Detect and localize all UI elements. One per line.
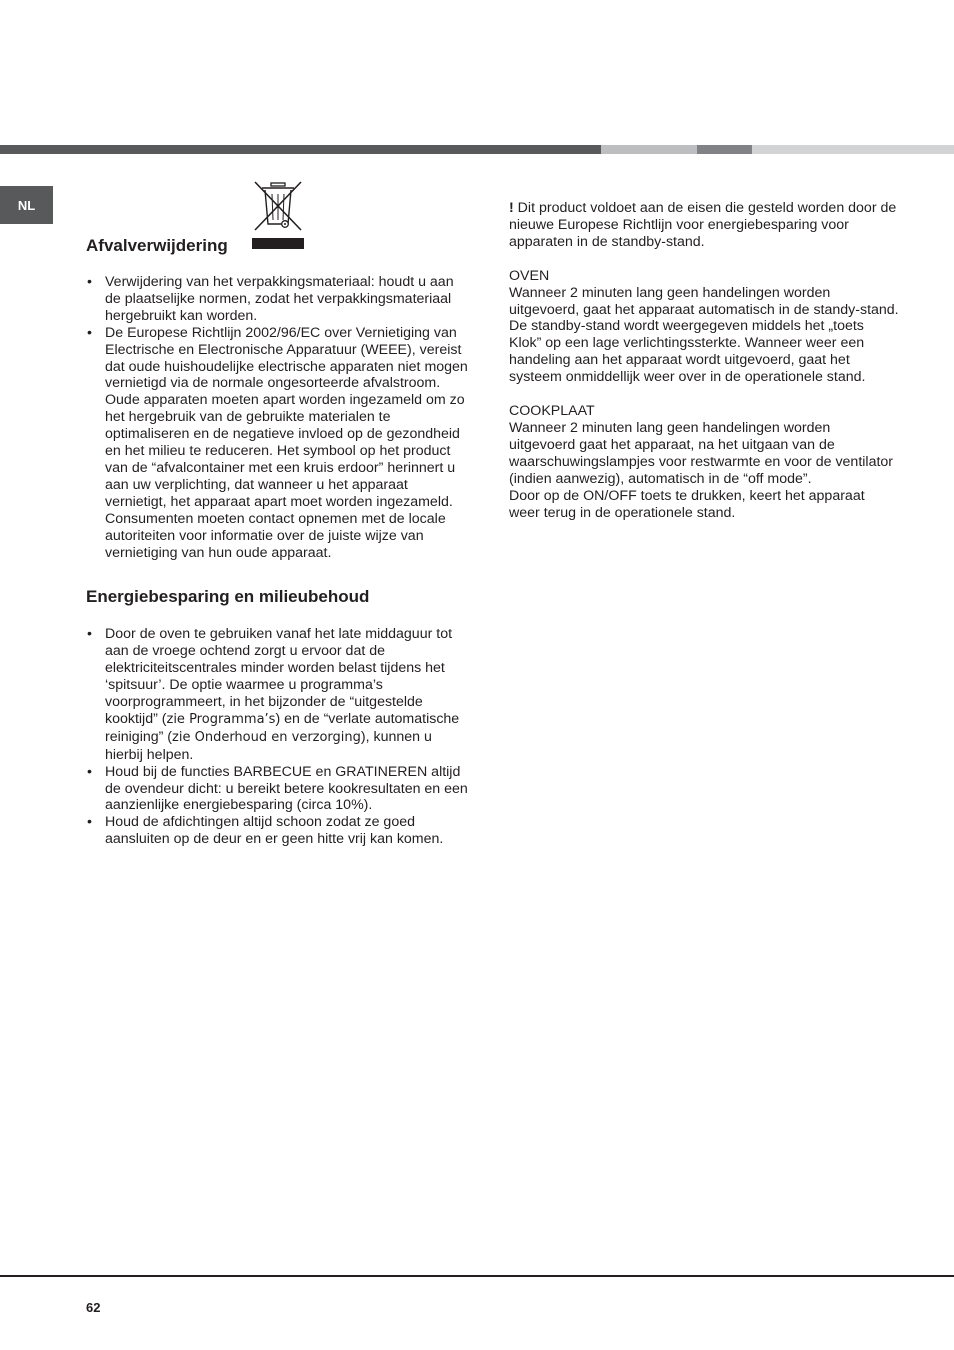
exclamation-mark-icon: !: [509, 200, 514, 216]
energy-tip-text: Door de oven te gebruiken vanaf het late middaguur tot aan de vroege ochtend zorgt u ervoor dat de elektriciteitscentrales minder worden belast tijdens het ‘spitsuur’. De optie waarmee u programma’s voorprogrammeert, in het bijzonder de “uitgestelde kooktijd” (: [105, 626, 453, 727]
disposal-consumer-note: Consumenten moeten contact opnemen met de locale autoriteiten voor informatie over de juiste wijze van vernietiging van hun oude apparaat.: [105, 510, 446, 561]
header-bar-segment-dark: [0, 145, 601, 154]
header-color-bar: [0, 145, 954, 154]
oven-standby-text: Wanneer 2 minuten lang geen handelingen worden uitgevoerd, gaat het apparaat automatisch in de standy-stand. De standby-stand wordt weergegeven middels het „toets Klok” op een lage verlichtingssterkte. Wanneer weer een handeling aan het apparaat wordt uitgevoerd, gaat het systeem onmiddellijk weer over in de operationele stand.: [509, 284, 899, 386]
list-item: • Houd bij de functies BARBECUE en GRATINEREN altijd de ovendeur dicht: u bereikt betere kookresultaten en een aanzienlijke energiebesparing (circa 10%).: [86, 764, 471, 815]
standby-notice-text: Dit product voldoet aan de eisen die gesteld worden door de nieuwe Europese Richtlijn voor energiebesparing voor apparaten in de standby-stand.: [509, 200, 897, 250]
language-tab: NL: [0, 186, 53, 224]
header-bar-segment-mid: [697, 145, 752, 154]
left-column: [86, 180, 471, 848]
list-item: • Verwijdering van het verpakkingsmateriaal: houdt u aan de plaatselijke normen, zodat het verpakkingsmateriaal hergebruikt kan worden.: [86, 274, 471, 325]
crossed-out-bin-icon: [252, 180, 304, 254]
section-disposal-header: [86, 180, 471, 256]
header-bar-segment-light: [601, 145, 697, 154]
section-title-energy: Energiebesparing en milieubehoud: [86, 587, 370, 607]
energy-tip-text: ) en de “verlate automatische reiniging” (: [105, 710, 460, 745]
standby-notice: [509, 200, 899, 251]
cross-reference-programs: zie Programma’s: [166, 711, 276, 727]
cross-reference-maintenance: zie Onderhoud en verzorging: [172, 729, 361, 745]
right-column: [509, 200, 899, 521]
list-item: • Houd de afdichtingen altijd schoon zodat ze goed aansluiten op de deur en er geen hitte vrij kan komen.: [86, 814, 471, 848]
energy-list: [86, 626, 471, 848]
list-item: [86, 626, 471, 763]
disposal-list: [86, 274, 471, 511]
list-item: • De Europese Richtlijn 2002/96/EC over Vernietiging van Electrische en Electronische Apparatuur (WEEE), vereist dat oude huishoudelijke electrische apparaten niet mogen vernietigd via de normale ongesorteerde afvalstroom. Oude apparaten moeten apart worden ingezameld om zo het hergebruik van de gebruikte materialen te optimaliseren en de negatieve invloed op de gezondheid en het milieu te reduceren. Het symbool op het product van de “afvalcontainer met een kruis erdoor” herinnert u aan uw verplichting, dat wanneer u het apparaat vernietigt, het apparaat apart moet worden ingezameld.: [86, 325, 471, 511]
oven-title: OVEN: [509, 267, 550, 284]
cooktop-resume-text: Door op de ON/OFF toets te drukken, keert het apparaat weer terug in de operationele stand.: [509, 487, 865, 521]
section-title-disposal: Afvalverwijdering: [86, 236, 228, 255]
cooktop-title: COOKPLAAT: [509, 403, 595, 420]
energy-tip-text: ), kunnen u hierbij helpen.: [105, 728, 432, 763]
footer-rule: [0, 1275, 954, 1277]
page-number: 62: [86, 1300, 101, 1315]
header-bar-segment-pale: [752, 145, 954, 154]
cooktop-standby-text: Wanneer 2 minuten lang geen handelingen worden uitgevoerd gaat het apparaat, na het uitgaan van de waarschuwingslampjes voor restwarmte en voor de ventilator (indien aanwezig), automatisch in de “off mode”.: [509, 419, 894, 487]
